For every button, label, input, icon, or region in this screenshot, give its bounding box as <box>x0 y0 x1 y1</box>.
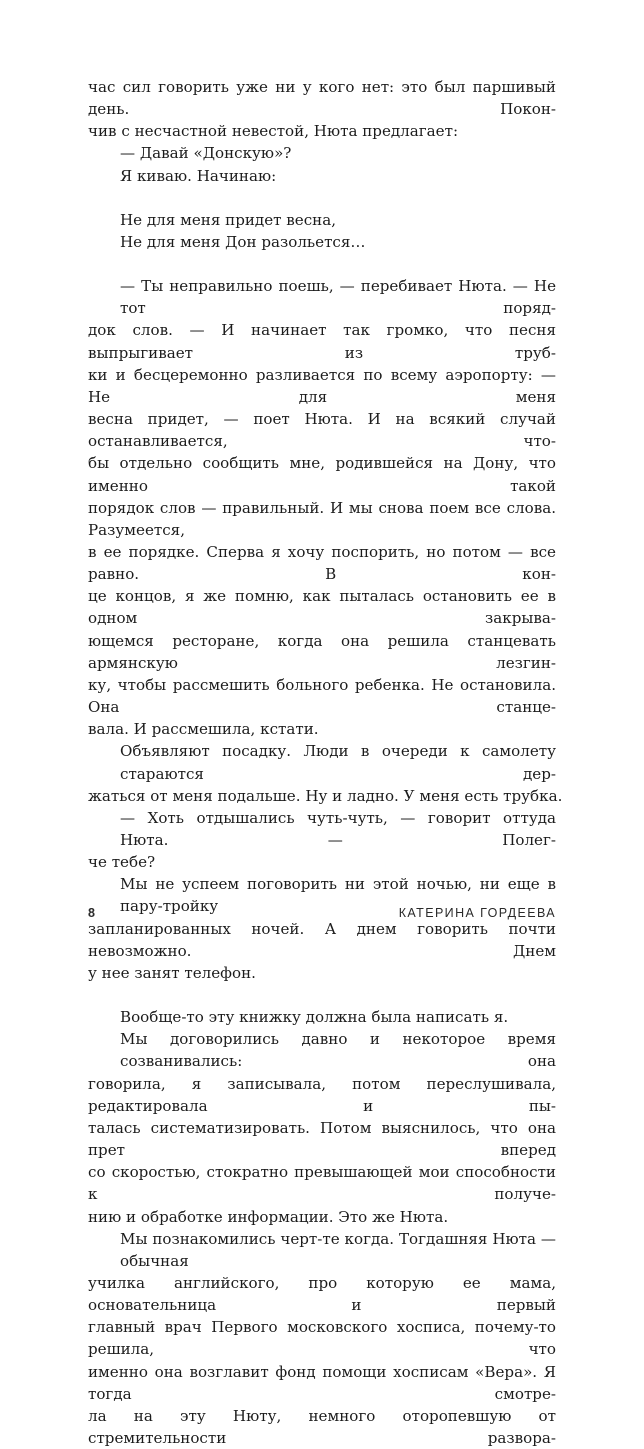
text-line: именно она возглавит фонд помощи хосписам «Вера». Я тогда смотре- <box>88 1362 556 1403</box>
text-line: Я киваю. Начинаю: <box>120 166 277 185</box>
text-line: Вообще-то эту книжку должна была написать я. <box>120 1008 509 1027</box>
text-line: говорила, я записывала, потом переслушивала, редактировала и пы- <box>88 1074 556 1115</box>
text-line: бы отдельно сообщить мне, родившейся на Дону, что именно такой <box>88 454 556 495</box>
page-body <box>88 76 563 1449</box>
text-line: нию и обработке информации. Это же Нюта. <box>88 1207 449 1226</box>
text-line: талась систематизировать. Потом выяснилось, что она прет вперед <box>88 1118 556 1160</box>
text-line: ющемся ресторане, когда она решила станцевать армянскую лезгин- <box>88 631 556 672</box>
text-line: Мы познакомились черт-те когда. Тогдашняя Нюта — обычная <box>120 1229 556 1270</box>
text-line: док слов. — И начинает так громко, что песня выпрыгивает из труб- <box>88 321 556 362</box>
text-line: Мы договорились давно и некоторое время созванивались: она <box>120 1030 556 1071</box>
text-line: це концов, я же помню, как пыталась остановить ее в одном закрыва- <box>88 587 556 628</box>
text-line: со скоростью, стократно превышающей мои способности к получе- <box>88 1163 556 1204</box>
text-line: ку, чтобы рассмешить больного ребенка. Не остановила. Она станце- <box>88 675 556 717</box>
text-line: ки и бесцеремонно разливается по всему аэропорту: — Не для меня <box>88 365 556 406</box>
text-line: жаться от меня подальше. Ну и ладно. У меня есть трубка. <box>88 786 563 805</box>
text-line: ла на эту Нюту, немного оторопевшую от стремительности разворa- <box>88 1406 556 1448</box>
paragraph-gap <box>88 984 556 1006</box>
text-line: чив с несчастной невестой, Нюта предлагает: <box>88 122 459 141</box>
paragraph-gap <box>88 253 556 275</box>
running-head: КАТЕРИНА ГОРДЕЕВА <box>398 906 556 920</box>
text-line: — Давай «Донскую»? <box>120 144 292 163</box>
text-line: весна придет, — поет Нюта. И на всякий случай останавливается, что- <box>88 410 556 451</box>
text-line: в ее порядке. Сперва я хочу поспорить, но потом — все равно. В кон- <box>88 542 556 584</box>
text-line: главный врач Первого московского хосписа, почему-то решила, что <box>88 1318 556 1359</box>
text-line: вала. И рассмешила, кстати. <box>88 720 319 739</box>
text-line: — Хоть отдышались чуть-чуть, — говорит оттуда Нюта. — Полег- <box>120 808 556 849</box>
text-line: у нее занят телефон. <box>88 963 256 982</box>
page-number: 8 <box>88 906 95 920</box>
text-line: Не для меня Дон разольется… <box>120 232 366 251</box>
paragraph-gap <box>88 187 556 209</box>
text-line: училка английского, про которую ее мама, основательница и первый <box>88 1273 556 1315</box>
text-line: порядок слов — правильный. И мы снова поем все слова. Разумеется, <box>88 498 556 539</box>
text-line: Объявляют посадку. Люди в очереди к самолету стараются дер- <box>120 742 556 783</box>
text-line: — Ты неправильно поешь, — перебивает Нюта. — Не тот поряд- <box>120 277 556 318</box>
text-line: запланированных ночей. А днем говорить почти невозможно. Днем <box>88 919 556 960</box>
text-line: Мы не успеем поговорить ни этой ночью, ни еще в пару-тройку <box>120 875 556 916</box>
text-line: час сил говорить уже ни у кого нет: это был паршивый день. Покон- <box>88 78 556 119</box>
text-line: Не для меня придет весна, <box>120 210 337 229</box>
text-line: че тебе? <box>88 853 156 872</box>
